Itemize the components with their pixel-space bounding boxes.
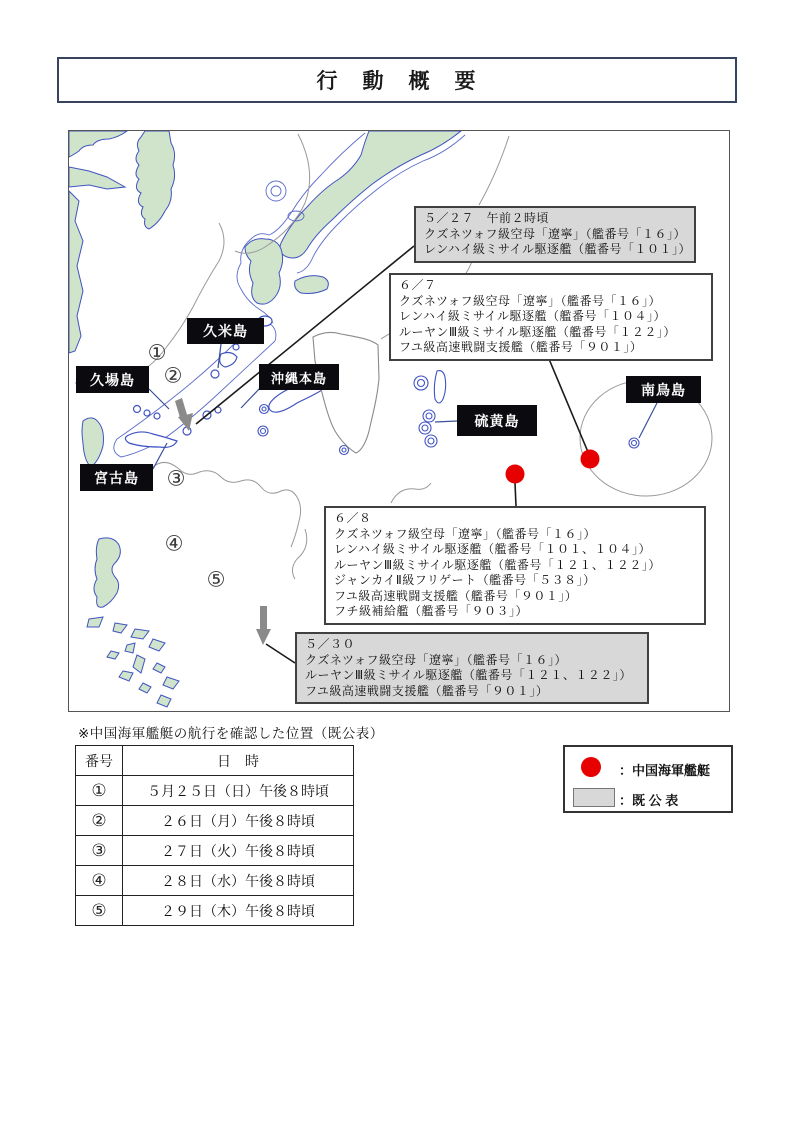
callout-6-8 <box>324 506 706 625</box>
callout-line: フチ級補給艦（艦番号「９０３」） <box>334 604 529 618</box>
ship-position-dot <box>581 450 600 469</box>
table-cell-number: ③ <box>76 836 123 866</box>
position-marker-2: ② <box>163 364 183 388</box>
callout-line: ルーヤンⅢ級ミサイル駆逐艦（艦番号「１２１、１２２」） <box>334 557 661 572</box>
callout-line: レンハイ級ミサイル駆逐艦（艦番号「１０１」） <box>424 242 692 256</box>
callout-line: クズネツォフ級空母「遼寧」（艦番号「１６」） <box>399 293 662 308</box>
callout-5-30 <box>295 632 649 704</box>
callout-5-27 <box>414 206 696 263</box>
legend-ship-label: ：中国海軍艦艇 <box>619 763 711 778</box>
landmass-philippines <box>87 538 179 707</box>
island-label-text: 硫黄島 <box>474 412 520 429</box>
island-label-kumejima <box>187 318 264 344</box>
table-cell-number: ⑤ <box>76 896 123 926</box>
callout-line: クズネツォフ級空母「遼寧」（艦番号「１６」） <box>305 652 568 667</box>
table-cell-datetime: ２７日（火）午後８時頃 <box>123 836 354 866</box>
table-cell-datetime: ２９日（木）午後８時頃 <box>123 896 354 926</box>
callout-line: ６／７ <box>399 278 437 292</box>
island-label-text: 沖縄本島 <box>270 370 327 386</box>
table-row <box>76 806 354 836</box>
table-cell-datetime: ２６日（月）午後８時頃 <box>123 806 354 836</box>
ogasawara-islands <box>414 371 446 447</box>
callout-line: ジャンカイⅡ級フリゲート（艦番号「５３８」） <box>334 573 596 587</box>
map-note: ※中国海軍艦艇の航行を確認した位置（既公表） <box>78 726 384 741</box>
table-cell-datetime: ２８日（水）午後８時頃 <box>123 866 354 896</box>
boundary-polygon <box>313 333 379 453</box>
island-label-text: 久場島 <box>90 371 135 388</box>
callout-line: ５／３０ <box>305 637 356 651</box>
landmass-taiwan <box>82 418 104 467</box>
island-label-text: 久米島 <box>203 323 248 339</box>
island-label-miyakojima <box>80 464 153 491</box>
table-header-number: 番号 <box>76 746 123 776</box>
callout-line: ６／８ <box>334 511 372 525</box>
ship-position-dot <box>506 465 525 484</box>
callout-line: クズネツォフ級空母「遼寧」（艦番号「１６」） <box>424 226 687 241</box>
legend-published-swatch-icon <box>573 788 615 807</box>
island-label-ioto <box>457 405 537 436</box>
callout-line: フユ級高速戦闘支援艦（艦番号「９０１」） <box>334 588 578 603</box>
sighting-table <box>75 745 354 926</box>
legend-box <box>563 745 733 813</box>
position-marker-1: ① <box>147 341 167 365</box>
callout-line: フユ級高速戦闘支援艦（艦番号「９０１」） <box>305 683 549 698</box>
callout-line: レンハイ級ミサイル駆逐艦（艦番号「１０４」） <box>399 309 667 323</box>
callout-line: ５／２７ 午前２時頃 <box>424 211 550 225</box>
page-title: 行 動 概 要 <box>316 70 478 93</box>
island-label-kubajima <box>76 366 149 393</box>
position-marker-3: ③ <box>166 467 186 491</box>
callout-line: フユ級高速戦闘支援艦（艦番号「９０１」） <box>399 340 643 354</box>
table-row <box>76 836 354 866</box>
table-cell-datetime: ５月２５日（日）午後８時頃 <box>123 776 354 806</box>
table-header-datetime: 日 時 <box>123 746 354 776</box>
island-label-minamitorishima <box>626 376 701 403</box>
table-row <box>76 866 354 896</box>
callout-line: クズネツォフ級空母「遼寧」（艦番号「１６」） <box>334 526 597 541</box>
island-label-text: 南鳥島 <box>641 381 686 398</box>
minamitorishima-island <box>629 438 639 448</box>
landmass-china-northeast <box>69 131 127 353</box>
table-header-row <box>76 746 354 776</box>
callout-line: ルーヤンⅢ級ミサイル駆逐艦（艦番号「１２２」） <box>399 324 676 339</box>
course-arrow-south <box>256 606 271 645</box>
island-label-text: 宮古島 <box>94 469 139 486</box>
table-cell-number: ① <box>76 776 123 806</box>
course-arrow-southwest <box>175 398 193 431</box>
table-row <box>76 896 354 926</box>
table-cell-number: ④ <box>76 866 123 896</box>
legend-ship-dot-icon <box>581 757 601 777</box>
legend-published-label: ：既 公 表 <box>619 793 679 808</box>
callout-line: レンハイ級ミサイル駆逐艦（艦番号「１０１、１０４」） <box>334 542 652 556</box>
title-box <box>57 57 737 103</box>
table-row <box>76 776 354 806</box>
table-cell-number: ② <box>76 806 123 836</box>
map-container <box>68 130 730 712</box>
island-label-okinawa-honto <box>259 364 339 390</box>
position-marker-4: ④ <box>164 532 184 556</box>
callout-6-7 <box>389 273 713 361</box>
position-marker-5: ⑤ <box>206 568 226 592</box>
landmass-korea <box>136 131 175 229</box>
callout-line: ルーヤンⅢ級ミサイル駆逐艦（艦番号「１２１、１２２」） <box>305 668 632 682</box>
